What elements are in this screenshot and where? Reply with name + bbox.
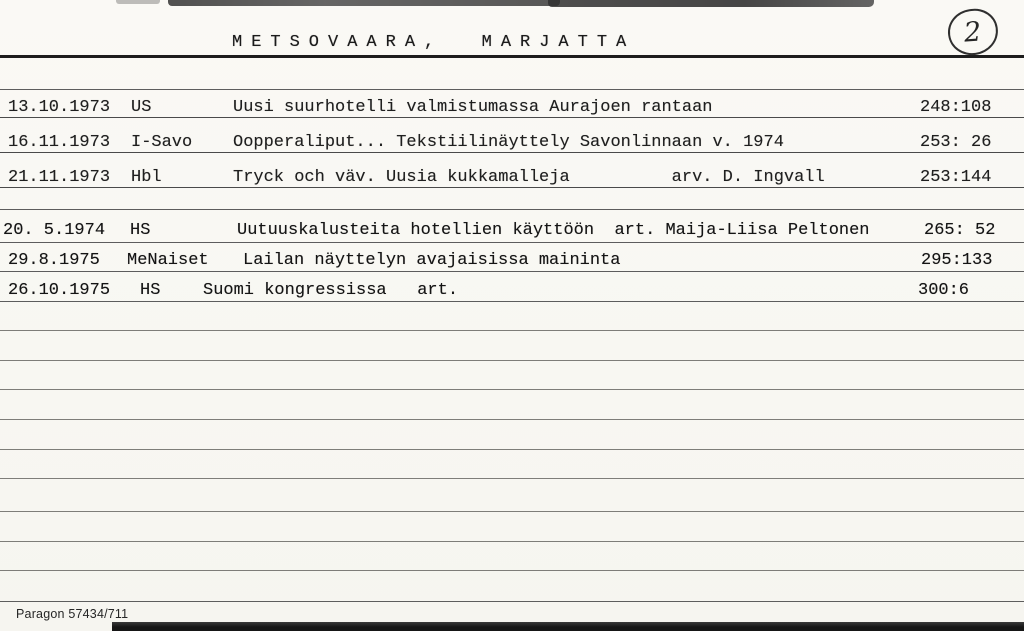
ruled-line	[0, 271, 1024, 272]
entry-date: 21.11.1973	[8, 168, 111, 187]
entry-source: HS	[130, 221, 151, 240]
entry-date: 20. 5.1974	[3, 221, 106, 240]
entry-source: Hbl	[131, 168, 162, 187]
ruled-line	[0, 511, 1024, 512]
top-edge-shadow	[548, 0, 874, 7]
card-brand-label: Paragon 57434/711	[16, 607, 129, 621]
ruled-line	[0, 330, 1024, 331]
ruled-line	[0, 209, 1024, 210]
ruled-line	[0, 419, 1024, 420]
entry-reference: 248:108	[920, 98, 992, 117]
top-edge-shadow	[116, 0, 160, 4]
card-title: METSOVAARA, MARJATTA	[232, 33, 636, 52]
entry-reference: 295:133	[921, 251, 993, 270]
entry-description: Oopperaliput... Tekstiilinäyttely Savonlinnaan v. 1974	[233, 133, 784, 152]
entry-row	[0, 251, 1024, 271]
ruled-line	[0, 389, 1024, 390]
entry-description: Suomi kongressissa art.	[203, 281, 459, 300]
entry-date: 13.10.1973	[8, 98, 111, 117]
entry-reference: 253: 26	[920, 133, 992, 152]
entry-row	[0, 281, 1024, 301]
entry-reference: 300:6	[918, 281, 970, 300]
header-rule	[0, 55, 1024, 58]
entry-description: Uusi suurhotelli valmistumassa Aurajoen rantaan	[233, 98, 713, 117]
page-number-circle	[945, 6, 1001, 59]
ruled-line	[0, 478, 1024, 479]
ruled-line	[0, 541, 1024, 542]
entry-description: Uutuuskalusteita hotellien käyttöön art. Maija-Liisa Peltonen	[237, 221, 870, 240]
entry-reference: 265: 52	[924, 221, 996, 240]
entry-row	[0, 221, 1024, 241]
top-edge-shadow	[168, 0, 560, 6]
ruled-line	[0, 570, 1024, 571]
bottom-edge-shadow	[112, 622, 1024, 631]
entry-source: HS	[140, 281, 161, 300]
entry-source: MeNaiset	[127, 251, 209, 270]
ruled-line	[0, 89, 1024, 90]
ruled-line	[0, 449, 1024, 450]
entry-date: 26.10.1975	[8, 281, 111, 300]
entry-source: I-Savo	[131, 133, 193, 152]
ruled-line	[0, 301, 1024, 302]
entry-date: 29.8.1975	[8, 251, 100, 270]
entry-row	[0, 133, 1024, 153]
entry-row	[0, 98, 1024, 118]
page-number: 2	[963, 15, 983, 49]
ruled-line	[0, 601, 1024, 602]
ruled-line	[0, 242, 1024, 243]
entry-description: Lailan näyttelyn avajaisissa maininta	[243, 251, 621, 270]
entry-source: US	[131, 98, 152, 117]
entry-date: 16.11.1973	[8, 133, 111, 152]
entry-row	[0, 168, 1024, 188]
entry-description: Tryck och väv. Uusia kukkamalleja arv. D. Ingvall	[233, 168, 825, 187]
ruled-line	[0, 360, 1024, 361]
entry-reference: 253:144	[920, 168, 992, 187]
